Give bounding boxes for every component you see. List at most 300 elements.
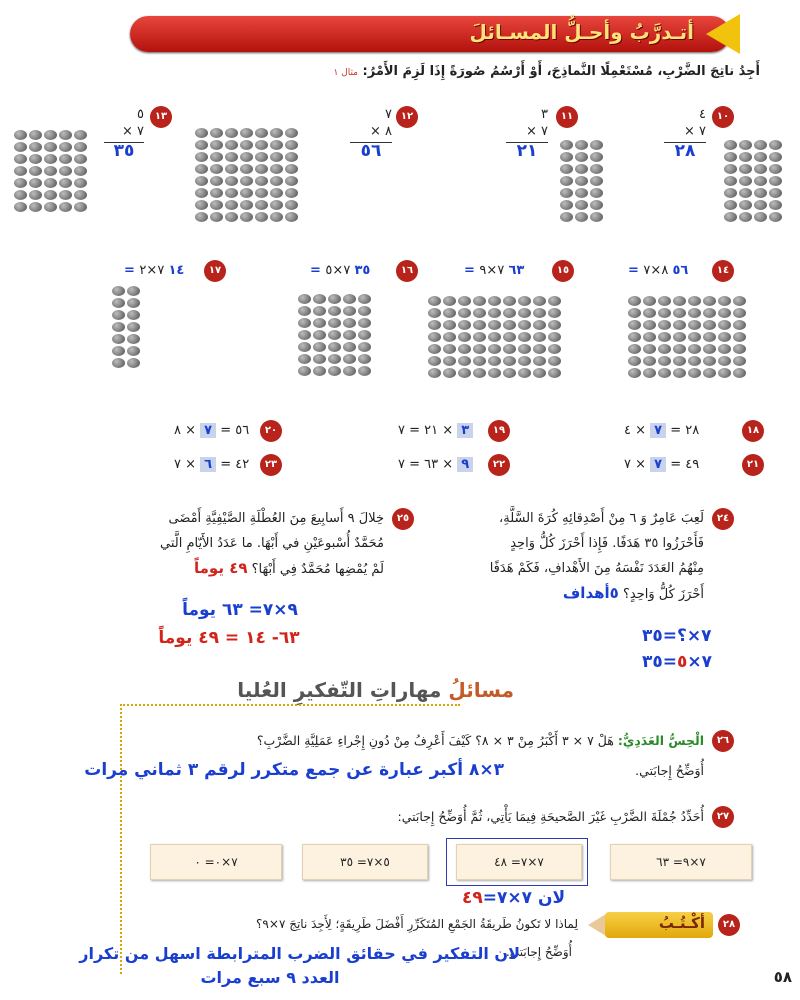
counter-dot [533,320,546,330]
counter-dot [443,332,456,342]
hot-prefix: مسائلُ [448,678,514,702]
answer: ٤٩ يوماً [194,559,248,577]
counter-dot [769,176,782,186]
counter-dot [769,200,782,210]
question-number: ٢٥ [392,508,414,530]
counter-dot [533,368,546,378]
counter-dot [225,200,238,210]
vertical-multiplication [664,106,706,160]
equation-right: × ٨ [174,423,201,438]
counter-dot [210,200,223,210]
counter-dot [29,130,42,140]
counter-dot [473,320,486,330]
counter-dot [628,332,641,342]
counter-dot [255,176,268,186]
answer-box: ٧ [200,423,216,438]
counter-dot [643,332,656,342]
counter-dot [74,178,87,188]
counter-dot [590,188,603,198]
counter-dot [313,294,326,304]
question-number: ٢٢ [488,454,510,476]
counter-dot [673,356,686,366]
counter-dot [739,176,752,186]
counter-dot [658,320,671,330]
work-answer: ٥ [677,652,688,672]
question-number: ١٦ [396,260,418,282]
option-card[interactable]: ٧×٩= ٦٣ [610,844,752,880]
instruction [40,64,760,79]
counter-dot [673,368,686,378]
counter-dot [14,154,27,164]
counter-dot [127,334,140,344]
counter-dot [428,320,441,330]
counter-dot [458,344,471,354]
missing-factor-equation [398,457,473,472]
answer: ٢١ [516,141,538,161]
counter-dot [270,152,283,162]
counter-dot [643,308,656,318]
top-number: ٥ [137,107,144,122]
dot-array [112,286,140,368]
counter-dot [112,322,125,332]
option-card[interactable]: ٧×٠= ٠ [150,844,282,880]
counter-dot [358,318,371,328]
counter-dot [343,330,356,340]
counter-dot [548,344,561,354]
counter-dot [673,332,686,342]
counter-dot [658,356,671,366]
counter-dot [733,356,746,366]
counter-dot [358,354,371,364]
expression: ٧×٥ [325,263,351,278]
counter-dot [548,296,561,306]
counter-dot [688,296,701,306]
counter-dot [769,140,782,150]
horizontal-equation [464,263,524,278]
work-part: =٣٥ [642,652,678,672]
counter-dot [518,320,531,330]
counter-dot [458,296,471,306]
counter-dot [112,358,125,368]
equation-left: ٥٦ = [216,423,250,438]
counter-dot [343,366,356,376]
answer: = ٦٣ [464,263,525,278]
counter-dot [14,142,27,152]
counter-dot [590,164,603,174]
counter-dot [560,140,573,150]
counter-dot [488,308,501,318]
counter-dot [270,212,283,222]
counter-dot [270,188,283,198]
counter-dot [560,164,573,174]
counter-dot [754,212,767,222]
counter-dot [739,152,752,162]
answer: = ٥٦ [628,263,689,278]
counter-dot [769,188,782,198]
counter-dot [270,200,283,210]
counter-dot [358,330,371,340]
counter-dot [210,164,223,174]
answer-box: ٧ [650,457,666,472]
question-text: لِماذا لا تَكونُ طَريقَةُ الجَمْعِ المُتَكَرِّرِ أَفْضَلَ طَرِيقَةٍ؛ لِأَجِدَ ناتِجَ ٧×٩؟ [256,917,578,931]
counter-dot [59,202,72,212]
banner-arrow-icon [706,14,740,54]
counter-dot [488,368,501,378]
counter-dot [74,142,87,152]
counter-dot [688,356,701,366]
work-line: ٧×؟=٣٥ [642,626,712,646]
counter-dot [313,354,326,364]
counter-dot [44,178,57,188]
counter-dot [724,188,737,198]
counter-dot [739,212,752,222]
counter-dot [739,188,752,198]
counter-dot [44,154,57,164]
counter-dot [59,154,72,164]
counter-dot [358,342,371,352]
selected-option-frame [446,838,588,886]
counter-dot [240,128,253,138]
counter-dot [270,176,283,186]
counter-dot [255,188,268,198]
counter-dot [127,298,140,308]
counter-dot [754,152,767,162]
counter-dot [127,346,140,356]
counter-dot [590,152,603,162]
counter-dot [240,188,253,198]
answer-part: لان ٧×٧= [482,888,566,908]
counter-dot [739,200,752,210]
counter-dot [575,212,588,222]
counter-dot [703,332,716,342]
counter-dot [14,202,27,212]
counter-dot [718,296,731,306]
problem-question: لَمْ يُمْضِها مُحَمَّدٌ فِي أَبْهَا؟ [251,562,384,577]
counter-dot [285,164,298,174]
missing-factor-equation [624,457,699,472]
operator-number: × ٨ [369,124,392,139]
counter-dot [703,308,716,318]
counter-dot [724,212,737,222]
counter-dot [195,140,208,150]
instruction-example: مثال ١ [333,68,359,78]
counter-dot [488,344,501,354]
work-part: ٧× [687,652,713,672]
answer-value: ٤٩ [462,888,483,908]
counter-dot [210,176,223,186]
answer: ٣٥ [113,141,135,161]
counter-dot [59,166,72,176]
counter-dot [503,356,516,366]
equation-right: × ٧ [624,457,651,472]
counter-dot [112,334,125,344]
equation-left: ٤٩ = [666,457,700,472]
counter-dot [458,368,471,378]
counter-dot [195,200,208,210]
counter-dot [628,368,641,378]
counter-dot [733,320,746,330]
question-number: ١٧ [204,260,226,282]
counter-dot [575,164,588,174]
counter-dot [328,342,341,352]
counter-dot [673,308,686,318]
counter-dot [255,212,268,222]
problem-line: لَعِبَ عَامِرٌ وَ ٦ مِنْ أَصْدِقائِهِ كُرَةَ السَّلَّةِ، [499,511,704,526]
counter-dot [703,356,716,366]
question-number: ٢٦ [712,730,734,752]
explain-prompt: أُوَضِّحُ إِجابَتي. [505,945,572,959]
counter-dot [240,152,253,162]
counter-dot [643,344,656,354]
counter-dot [658,296,671,306]
counter-dot [658,332,671,342]
option-card[interactable]: ٧×٧= ٤٨ [456,844,582,880]
question-number: ١٠ [712,106,734,128]
counter-dot [285,188,298,198]
counter-dot [458,308,471,318]
counter-dot [703,368,716,378]
write-label: أكْـتُـبُ [658,914,705,932]
counter-dot [44,130,57,140]
counter-dot [270,128,283,138]
counter-dot [428,344,441,354]
counter-dot [29,154,42,164]
counter-dot [428,356,441,366]
question-number: ١٨ [742,420,764,442]
counter-dot [298,306,311,316]
answer-box: ٣ [457,423,473,438]
counter-dot [225,188,238,198]
counter-dot [754,188,767,198]
counter-dot [473,296,486,306]
counter-dot [428,308,441,318]
counter-dot [518,296,531,306]
counter-dot [343,306,356,316]
hot-section-title [237,678,514,702]
problem-line [404,581,704,607]
counter-dot [575,200,588,210]
counter-dot [29,166,42,176]
counter-dot [225,128,238,138]
counter-dot [285,176,298,186]
counter-dot [754,200,767,210]
answer: ٥٦ [360,141,382,161]
operator-number: × ٧ [121,124,144,139]
counter-dot [298,366,311,376]
counter-dot [643,368,656,378]
question-number: ٢٨ [718,914,740,936]
counter-dot [733,332,746,342]
counter-dot [240,140,253,150]
problem-line: فَأَحْرَزُوا ٣٥ هَدَفًا. فَإِذا أَحْرَزَ كُلُّ وَاحِدٍ [510,536,704,551]
counter-dot [503,296,516,306]
answer-box: ٩ [457,457,473,472]
counter-dot [328,366,341,376]
counter-dot [590,212,603,222]
expression: ٨×٧ [643,263,669,278]
answer-box: ٦ [200,457,216,472]
missing-factor-equation [174,423,249,438]
counter-dot [44,202,57,212]
counter-dot [548,332,561,342]
counter-dot [548,356,561,366]
counter-dot [733,296,746,306]
answer [20,942,520,990]
counter-dot [29,202,42,212]
counter-dot [733,344,746,354]
counter-dot [488,296,501,306]
counter-dot [575,176,588,186]
counter-dot [718,356,731,366]
counter-dot [195,176,208,186]
counter-dot [240,164,253,174]
counter-dot [688,320,701,330]
counter-dot [733,308,746,318]
counter-dot [590,140,603,150]
counter-dot [225,164,238,174]
equation-left: ٢٨ = [666,423,700,438]
counter-dot [754,140,767,150]
answer: ٣×٨ أكبر عبارة عن جمع متكرر لرقم ٣ ثماني مرات [84,760,504,780]
answer-box: ٧ [650,423,666,438]
counter-dot [718,332,731,342]
counter-dot [458,356,471,366]
question-label: الْحِسُّ العَدَدِيُّ: [617,733,704,748]
section-border [120,704,460,706]
answer: ٢٨ [674,141,696,161]
counter-dot [44,166,57,176]
counter-dot [343,318,356,328]
counter-dot [343,354,356,364]
counter-dot [473,356,486,366]
vertical-multiplication [506,106,548,160]
counter-dot [673,296,686,306]
counter-dot [255,200,268,210]
counter-dot [673,344,686,354]
counter-dot [270,164,283,174]
answer-line: العدد ٩ سبع مرات [200,968,340,987]
counter-dot [518,308,531,318]
counter-dot [628,320,641,330]
counter-dot [29,142,42,152]
counter-dot [473,308,486,318]
work-line: ٦٣- ١٤ = ٤٩ يوماً [158,628,300,648]
dot-array [14,130,87,212]
question-number: ١٢ [396,106,418,128]
write-tag [605,912,713,938]
counter-dot [739,140,752,150]
counter-dot [718,308,731,318]
counter-dot [658,344,671,354]
counter-dot [533,332,546,342]
question-number: ٢٣ [260,454,282,476]
counter-dot [328,318,341,328]
horizontal-equation [310,263,370,278]
counter-dot [754,176,767,186]
counter-dot [255,140,268,150]
answer: = ٣٥ [310,263,371,278]
counter-dot [769,164,782,174]
counter-dot [473,332,486,342]
counter-dot [724,164,737,174]
counter-dot [548,308,561,318]
equation-left: ٤٢ = [216,457,250,472]
instruction-text: أَجِدُ ناتِجَ الضَّرْبِ، مُسْتَعْمِلًا النَّماذِجَ، أَوْ أَرْسُمُ صُورَةً إِذَا لَزِمَ الأَمْرُ: [362,64,760,79]
counter-dot [575,152,588,162]
counter-dot [733,368,746,378]
missing-factor-equation [174,457,249,472]
counter-dot [240,212,253,222]
counter-dot [643,356,656,366]
counter-dot [59,190,72,200]
counter-dot [718,368,731,378]
option-card[interactable]: ٥×٧= ٣٥ [302,844,428,880]
counter-dot [313,318,326,328]
question-number: ٢٧ [712,806,734,828]
problem-line: خِلالَ ٩ أَسابِيعَ مِنَ العُطْلَةِ الصَّيْفِيَّةِ أَمْضَى [168,511,384,526]
counter-dot [503,308,516,318]
counter-dot [458,332,471,342]
counter-dot [14,166,27,176]
counter-dot [443,296,456,306]
dot-array [195,128,298,222]
counter-dot [270,140,283,150]
counter-dot [473,368,486,378]
counter-dot [658,308,671,318]
counter-dot [210,212,223,222]
counter-dot [29,178,42,188]
word-problem-25 [84,506,384,582]
question-number: ٢١ [742,454,764,476]
counter-dot [225,176,238,186]
counter-dot [285,128,298,138]
expression: ٧×٢ [139,263,165,278]
dot-array [560,140,603,222]
counter-dot [628,296,641,306]
counter-dot [754,164,767,174]
counter-dot [769,212,782,222]
counter-dot [195,188,208,198]
counter-dot [74,190,87,200]
counter-dot [285,152,298,162]
question-number: ١٩ [488,420,510,442]
counter-dot [240,176,253,186]
counter-dot [255,152,268,162]
counter-dot [503,344,516,354]
question-number: ١٣ [150,106,172,128]
counter-dot [225,212,238,222]
counter-dot [127,322,140,332]
counter-dot [643,296,656,306]
word-problem-24 [404,506,704,607]
counter-dot [74,154,87,164]
counter-dot [195,128,208,138]
counter-dot [112,346,125,356]
explain-prompt: أُوَضِّحُ إِجابَتي. [635,763,704,778]
counter-dot [643,320,656,330]
counter-dot [285,212,298,222]
counter-dot [488,320,501,330]
counter-dot [255,128,268,138]
horizontal-equation [124,263,184,278]
dot-array [428,296,561,378]
counter-dot [14,178,27,188]
counter-dot [343,294,356,304]
counter-dot [285,140,298,150]
counter-dot [358,294,371,304]
counter-dot [59,142,72,152]
counter-dot [127,310,140,320]
